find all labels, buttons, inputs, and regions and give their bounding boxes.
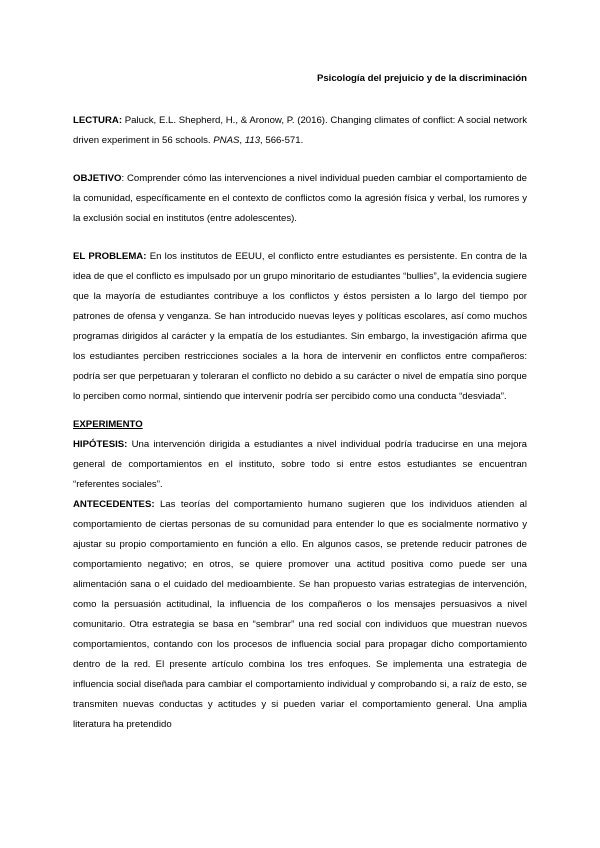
objetivo-paragraph — [73, 169, 527, 229]
journal-pages: , 566-571. — [260, 135, 304, 146]
experimento-section — [73, 415, 527, 435]
problema-label: EL PROBLEMA: — [73, 251, 147, 262]
citation-separator: , — [239, 135, 245, 146]
objetivo-text: : Comprender cómo las intervenciones a nivel individual pueden cambiar el comportamiento de la comunidad, específicamente en el contexto de conflictos como la agresión física y verbal, los rumores y la exclusión social en institutos (entre adolescentes). — [73, 173, 527, 224]
hipotesis-paragraph — [73, 435, 527, 495]
antecedentes-label: ANTECEDENTES: — [73, 499, 155, 510]
lectura-label: LECTURA: — [73, 115, 123, 126]
problema-text: En los institutos de EEUU, el conflicto entre estudiantes es persistente. En contra de la idea de que el conflicto es impulsado por un grupo minoritario de estudiantes “bullies”, la evidencia sugiere que la mayoría de estudiantes contribuye a los conflictos y éstos persisten a lo largo del tiempo por patrones de ofensa y venganza. Se han introducido nuevas leyes y políticas escolares, así como muchos programas dirigidos al carácter y la empatía de los estudiantes. Sin embargo, la investigación afirma que los estudiantes perciben restricciones sociales a la hora de intervenir en conflictos entre compañeros: podría ser que perpetuaran y toleraran el conflicto no debido a su carácter o nivel de empatía sino porque lo perciben como normal, sintiendo que intervenir podría ser percibido como una conducta “desviada”. — [73, 251, 527, 402]
objetivo-label: OBJETIVO — [73, 173, 122, 184]
antecedentes-paragraph — [73, 495, 527, 735]
journal-volume: 113 — [244, 135, 261, 146]
hipotesis-text: Una intervención dirigida a estudiantes a nivel individual podría traducirse en una mejora general de comportamientos en el instituto, sobre todo si entre estos estudiantes se encuentran “referentes sociales”. — [73, 439, 527, 490]
lectura-citation: Paluck, E.L. Shepherd, H., & Aronow, P. (2016). Changing climates of conflict: A social network driven experiment in 56 schools. — [73, 115, 527, 146]
experimento-title: EXPERIMENTO — [73, 419, 143, 430]
problema-paragraph — [73, 247, 527, 407]
journal-name: PNAS — [213, 135, 240, 146]
course-title: Psicología del prejuicio y de la discriminación — [316, 73, 527, 84]
antecedentes-text: Las teorías del comportamiento humano sugieren que los individuos atienden al comportamiento de ciertas personas de su comunidad para entender lo que es socialmente normativo y ajustar su propio comportamiento en función a ello. En algunos casos, se pretende reducir patrones de comportamiento negativo; en otros, se quiere promover una actitud positiva como puede ser una alimentación sana o el cuidado del medioambiente. Se han propuesto varias estrategias de intervención, como la persuasión actitudinal, la influencia de los compañeros o los mensajes persuasivos a nivel comunitario. Otra estrategia se basa en “sembrar” una red social con individuos que muestran nuevos comportamientos, contando con los procesos de influencia social para propagar dicho comportamiento dentro de la red. El presente artículo combina los tres enfoques. Se implementa una estrategia de influencia social diseñada para cambiar el comportamiento individual y comprobando si, a raíz de esto, se transmiten nuevas conductas y actitudes y si pueden variar el comportamiento general. Una amplia literatura ha pretendido — [73, 499, 527, 730]
hipotesis-label: HIPÓTESIS: — [73, 439, 128, 450]
lectura-paragraph — [73, 111, 527, 151]
